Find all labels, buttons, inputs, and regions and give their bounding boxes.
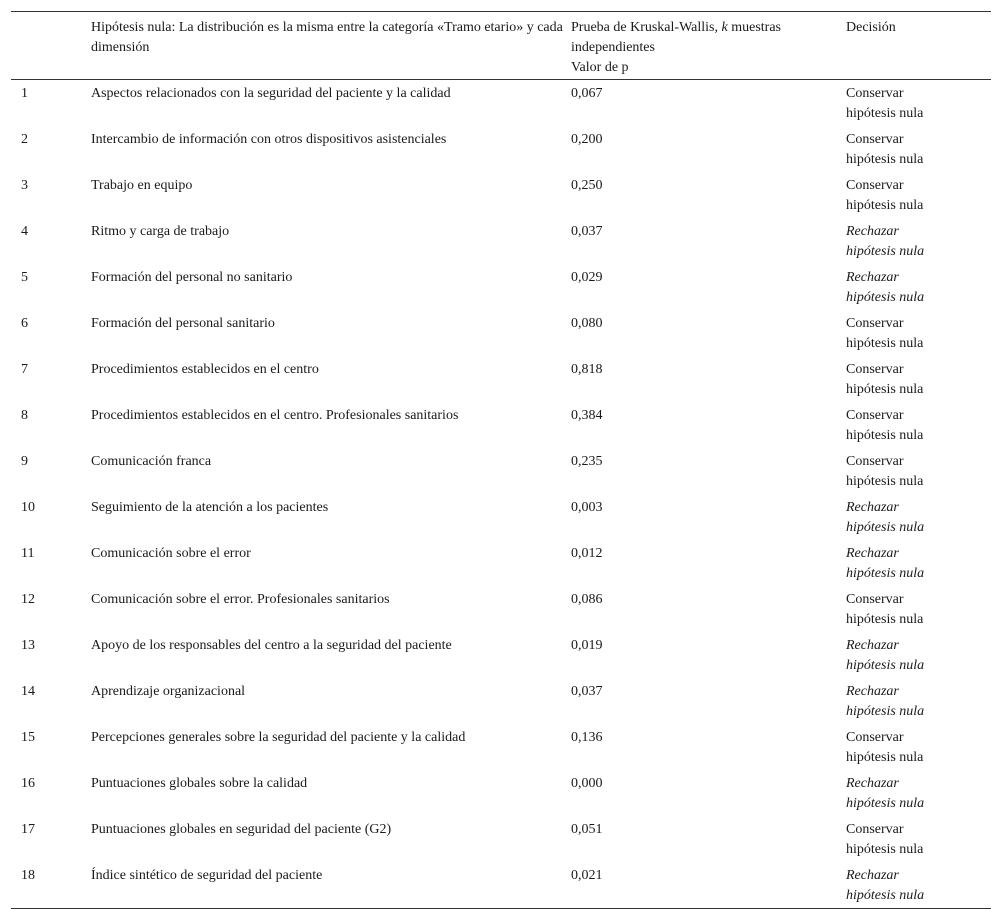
row-p-value: 0,080 bbox=[571, 316, 603, 331]
row-decision bbox=[846, 356, 991, 402]
table-row bbox=[11, 724, 991, 770]
decision-line1: Conservar bbox=[846, 132, 904, 147]
decision-line2: hipótesis nula bbox=[846, 842, 924, 857]
row-dimension: Aspectos relacionados con la seguridad del paciente y la calidad bbox=[91, 86, 451, 101]
decision-line2: hipótesis nula bbox=[846, 290, 925, 305]
row-p-value: 0,029 bbox=[571, 270, 603, 285]
row-decision bbox=[846, 126, 991, 172]
row-number: 7 bbox=[21, 362, 28, 377]
table-body bbox=[11, 80, 991, 909]
decision-line2: hipótesis nula bbox=[846, 106, 924, 121]
row-dimension: Puntuaciones globales sobre la calidad bbox=[91, 776, 308, 791]
table-row bbox=[11, 586, 991, 632]
row-decision bbox=[846, 310, 991, 356]
row-p-value: 0,067 bbox=[571, 86, 603, 101]
row-decision bbox=[846, 218, 991, 264]
table-row bbox=[11, 126, 991, 172]
row-decision bbox=[846, 80, 991, 127]
decision-line2: hipótesis nula bbox=[846, 796, 925, 811]
row-number: 15 bbox=[21, 730, 35, 745]
results-table-container bbox=[11, 11, 981, 909]
table-row bbox=[11, 448, 991, 494]
decision-line2: hipótesis nula bbox=[846, 750, 924, 765]
decision-line2: hipótesis nula bbox=[846, 704, 925, 719]
header-row bbox=[11, 12, 991, 80]
row-p-value: 0,384 bbox=[571, 408, 603, 423]
row-p-value: 0,019 bbox=[571, 638, 603, 653]
row-dimension: Aprendizaje organizacional bbox=[91, 684, 246, 699]
table-row bbox=[11, 540, 991, 586]
decision-line1: Rechazar bbox=[846, 776, 899, 791]
row-dimension: Índice sintético de seguridad del paciente bbox=[91, 868, 323, 883]
decision-line1: Conservar bbox=[846, 362, 904, 377]
row-decision bbox=[846, 816, 991, 862]
row-p-value: 0,200 bbox=[571, 132, 603, 147]
decision-line2: hipótesis nula bbox=[846, 244, 925, 259]
decision-line2: hipótesis nula bbox=[846, 336, 924, 351]
row-number: 4 bbox=[21, 224, 28, 239]
row-dimension: Seguimiento de la atención a los pacientes bbox=[91, 500, 329, 515]
kruskal-wallis-table bbox=[11, 11, 991, 909]
row-dimension: Ritmo y carga de trabajo bbox=[91, 224, 230, 239]
row-number: 3 bbox=[21, 178, 28, 193]
row-dimension: Percepciones generales sobre la seguridad del paciente y la calidad bbox=[91, 730, 466, 745]
row-dimension: Intercambio de información con otros dispositivos asistenciales bbox=[91, 132, 447, 147]
header-test-line2: Valor de p bbox=[571, 60, 629, 75]
row-number: 16 bbox=[21, 776, 35, 791]
header-test-line1 bbox=[571, 18, 846, 58]
decision-line1: Rechazar bbox=[846, 270, 899, 285]
row-number: 18 bbox=[21, 868, 35, 883]
row-decision bbox=[846, 448, 991, 494]
decision-line1: Conservar bbox=[846, 178, 904, 193]
row-number: 10 bbox=[21, 500, 35, 515]
decision-line1: Conservar bbox=[846, 592, 904, 607]
row-decision bbox=[846, 632, 991, 678]
table-row bbox=[11, 632, 991, 678]
decision-line2: hipótesis nula bbox=[846, 888, 925, 903]
row-number: 1 bbox=[21, 86, 28, 101]
decision-line1: Conservar bbox=[846, 454, 904, 469]
row-decision bbox=[846, 172, 991, 218]
table-row bbox=[11, 218, 991, 264]
decision-line1: Rechazar bbox=[846, 684, 899, 699]
row-number: 12 bbox=[21, 592, 35, 607]
row-p-value: 0,235 bbox=[571, 454, 603, 469]
decision-line1: Conservar bbox=[846, 730, 904, 745]
table-row bbox=[11, 402, 991, 448]
row-decision bbox=[846, 724, 991, 770]
row-decision bbox=[846, 264, 991, 310]
header-num bbox=[11, 12, 91, 80]
row-p-value: 0,818 bbox=[571, 362, 603, 377]
table-row bbox=[11, 172, 991, 218]
row-p-value: 0,136 bbox=[571, 730, 603, 745]
row-dimension: Puntuaciones globales en seguridad del paciente (G2) bbox=[91, 822, 392, 837]
table-row bbox=[11, 264, 991, 310]
row-p-value: 0,021 bbox=[571, 868, 603, 883]
row-p-value: 0,051 bbox=[571, 822, 603, 837]
row-number: 2 bbox=[21, 132, 28, 147]
table-row bbox=[11, 310, 991, 356]
row-dimension: Apoyo de los responsables del centro a la seguridad del paciente bbox=[91, 638, 452, 653]
header-test-pre: Prueba de Kruskal-Wallis, bbox=[571, 20, 722, 35]
decision-line1: Conservar bbox=[846, 316, 904, 331]
header-test-k: k bbox=[721, 20, 728, 35]
row-dimension: Procedimientos establecidos en el centro. Profesionales sanitarios bbox=[91, 408, 459, 423]
decision-line2: hipótesis nula bbox=[846, 428, 924, 443]
row-p-value: 0,250 bbox=[571, 178, 603, 193]
decision-line1: Rechazar bbox=[846, 224, 899, 239]
table-row bbox=[11, 356, 991, 402]
table-row bbox=[11, 862, 991, 909]
row-p-value: 0,012 bbox=[571, 546, 603, 561]
decision-line2: hipótesis nula bbox=[846, 520, 925, 535]
row-number: 17 bbox=[21, 822, 35, 837]
row-decision bbox=[846, 770, 991, 816]
decision-line2: hipótesis nula bbox=[846, 566, 925, 581]
row-number: 8 bbox=[21, 408, 28, 423]
row-decision bbox=[846, 586, 991, 632]
row-p-value: 0,000 bbox=[571, 776, 603, 791]
row-dimension: Formación del personal no sanitario bbox=[91, 270, 293, 285]
decision-line2: hipótesis nula bbox=[846, 382, 924, 397]
row-dimension: Trabajo en equipo bbox=[91, 178, 193, 193]
row-decision bbox=[846, 540, 991, 586]
table-row bbox=[11, 816, 991, 862]
decision-line1: Rechazar bbox=[846, 638, 899, 653]
decision-line2: hipótesis nula bbox=[846, 198, 924, 213]
header-test-post: muestras independientes bbox=[571, 20, 781, 55]
row-dimension: Procedimientos establecidos en el centro bbox=[91, 362, 319, 377]
row-dimension: Comunicación sobre el error bbox=[91, 546, 251, 561]
row-dimension: Formación del personal sanitario bbox=[91, 316, 275, 331]
decision-line2: hipótesis nula bbox=[846, 152, 924, 167]
row-number: 11 bbox=[21, 546, 35, 561]
header-hypothesis: Hipótesis nula: La distribución es la misma entre la categoría «Tramo etario» y cada dimensión bbox=[91, 20, 563, 55]
row-number: 5 bbox=[21, 270, 28, 285]
row-p-value: 0,003 bbox=[571, 500, 603, 515]
header-decision: Decisión bbox=[846, 20, 896, 35]
decision-line1: Conservar bbox=[846, 408, 904, 423]
table-row bbox=[11, 770, 991, 816]
row-p-value: 0,086 bbox=[571, 592, 603, 607]
row-decision bbox=[846, 494, 991, 540]
row-number: 14 bbox=[21, 684, 35, 699]
row-dimension: Comunicación franca bbox=[91, 454, 212, 469]
table-row bbox=[11, 80, 991, 127]
row-decision bbox=[846, 862, 991, 909]
decision-line1: Conservar bbox=[846, 822, 904, 837]
header-test bbox=[571, 12, 846, 80]
row-p-value: 0,037 bbox=[571, 224, 603, 239]
table-header bbox=[11, 12, 991, 80]
row-decision bbox=[846, 678, 991, 724]
row-number: 13 bbox=[21, 638, 35, 653]
table-row bbox=[11, 494, 991, 540]
table-row bbox=[11, 678, 991, 724]
row-p-value: 0,037 bbox=[571, 684, 603, 699]
decision-line1: Rechazar bbox=[846, 500, 899, 515]
decision-line1: Conservar bbox=[846, 86, 904, 101]
row-decision bbox=[846, 402, 991, 448]
row-number: 6 bbox=[21, 316, 28, 331]
decision-line1: Rechazar bbox=[846, 868, 899, 883]
row-dimension: Comunicación sobre el error. Profesionales sanitarios bbox=[91, 592, 390, 607]
row-number: 9 bbox=[21, 454, 28, 469]
decision-line2: hipótesis nula bbox=[846, 658, 925, 673]
decision-line2: hipótesis nula bbox=[846, 612, 924, 627]
decision-line1: Rechazar bbox=[846, 546, 899, 561]
decision-line2: hipótesis nula bbox=[846, 474, 924, 489]
